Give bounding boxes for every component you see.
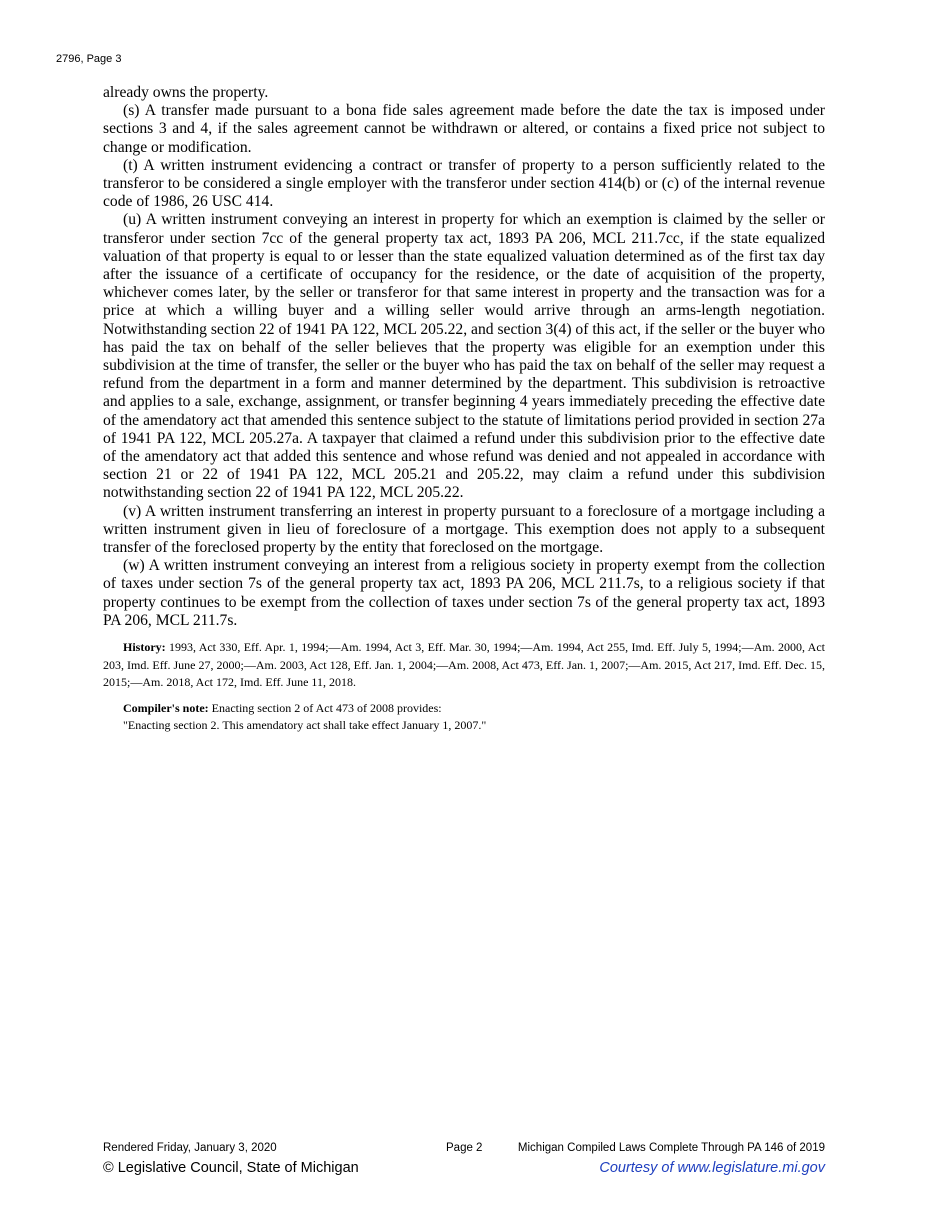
footer-page-number: Page 2 [446, 1142, 483, 1154]
history-text: 1993, Act 330, Eff. Apr. 1, 1994;—Am. 1994, Act 3, Eff. Mar. 30, 1994;—Am. 1994, Act 255, Imd. Eff. July 5, 1994;—Am. 2000, Act 203, Imd. Eff. June 27, 2000;—Am. 2003, Act 128, Eff. Jan. 1, 2004;—Am. 2008, Act 473, Eff. Jan. 1, 2007;—Am. 2015, Act 217, Imd. Eff. Dec. 15, 2015;—Am. 2018, Act 172, Imd. Eff. June 11, 2018. [103, 640, 825, 690]
paragraph-s: (s) A transfer made pursuant to a bona fide sales agreement made before the date the tax is imposed under sections 3 and 4, if the sales agreement cannot be withdrawn or altered, or contains a fixed price not subject to change or modification. [103, 102, 825, 156]
compiler-note-quote [103, 717, 825, 735]
footer-compiled-through: Michigan Compiled Laws Complete Through PA 146 of 2019 [517, 1142, 825, 1154]
paragraph-w: (w) A written instrument conveying an interest from a religious society in property exempt from the collection of taxes under section 7s of the general property tax act, 1893 PA 206, MCL 211.7s, to a religious society if that property continues to be exempt from the collection of taxes under section 7s of the general property tax act, 1893 PA 206, MCL 211.7s. [103, 557, 825, 629]
page-header-label: 2796, Page 3 [56, 53, 122, 65]
footer-courtesy-link[interactable]: Courtesy of www.legislature.mi.gov [599, 1160, 825, 1176]
footer-copyright: © Legislative Council, State of Michigan [103, 1160, 359, 1176]
paragraph-t: (t) A written instrument evidencing a contract or transfer of property to a person sufficiently related to the transferor to be considered a single employer with the transferor under section 414(b) or (c) of the internal revenue code of 1986, 26 USC 414. [103, 156, 825, 211]
document-body [103, 84, 825, 735]
compiler-note-text: Enacting section 2 of Act 473 of 2008 provides: [208, 700, 442, 715]
compiler-note [103, 700, 825, 718]
history-note [103, 639, 825, 692]
notes-section [103, 639, 825, 735]
paragraph-continuation: already owns the property. [103, 84, 269, 101]
history-label: History: [123, 640, 166, 655]
paragraph-u: (u) A written instrument conveying an interest in property for which an exemption is claimed by the seller or transferor under section 7cc of the general property tax act, 1893 PA 206, MCL 211.7cc, if the state equalized valuation of that property is equal to or lesser than the state equalized valuation determined as of the first tax day after the issuance of a certificate of occupancy for the residence, or the date of acquisition of the property, whichever comes later, by the seller or transferor for that same interest in property and the transaction was for a price at which a willing buyer and a willing seller would arrive through an arms-length negotiation. Notwithstanding section 22 of 1941 PA 122, MCL 205.22, and section 3(4) of this act, if the seller or the buyer who has paid the tax on behalf of the seller believes that the property was eligible for an exemption under this subdivision at the time of transfer, the seller or the buyer who has paid the tax on behalf of the seller may request a refund from the department in a form and manner determined by the department. This subdivision is retroactive and applies to a sale, exchange, assignment, or transfer beginning 4 years immediately preceding the effective date of the amendatory act that amended this sentence subject to the statute of limitations period provided in section 27a of 1941 PA 122, MCL 205.27a. A taxpayer that claimed a refund under this subdivision prior to the effective date of the amendatory act that added this sentence and whose refund was denied and not appealed in accordance with section 21 or 22 of 1941 PA 122, MCL 205.21 and 205.22, may claim a refund under this subdivision notwithstanding section 22 of 1941 PA 122, MCL 205.22. [103, 211, 825, 502]
compiler-note-quote-text: "Enacting section 2. This amendatory act shall take effect January 1, 2007." [123, 718, 487, 733]
compiler-note-label: Compiler's note: [123, 700, 209, 715]
paragraph-v: (v) A written instrument transferring an interest in property pursuant to a foreclosure of a mortgage including a written instrument given in lieu of foreclosure of a mortgage. This exemption does not apply to a subsequent transfer of the foreclosed property by the entity that foreclosed on the mortgage. [103, 502, 825, 557]
footer-rendered-date: Rendered Friday, January 3, 2020 [103, 1142, 277, 1154]
